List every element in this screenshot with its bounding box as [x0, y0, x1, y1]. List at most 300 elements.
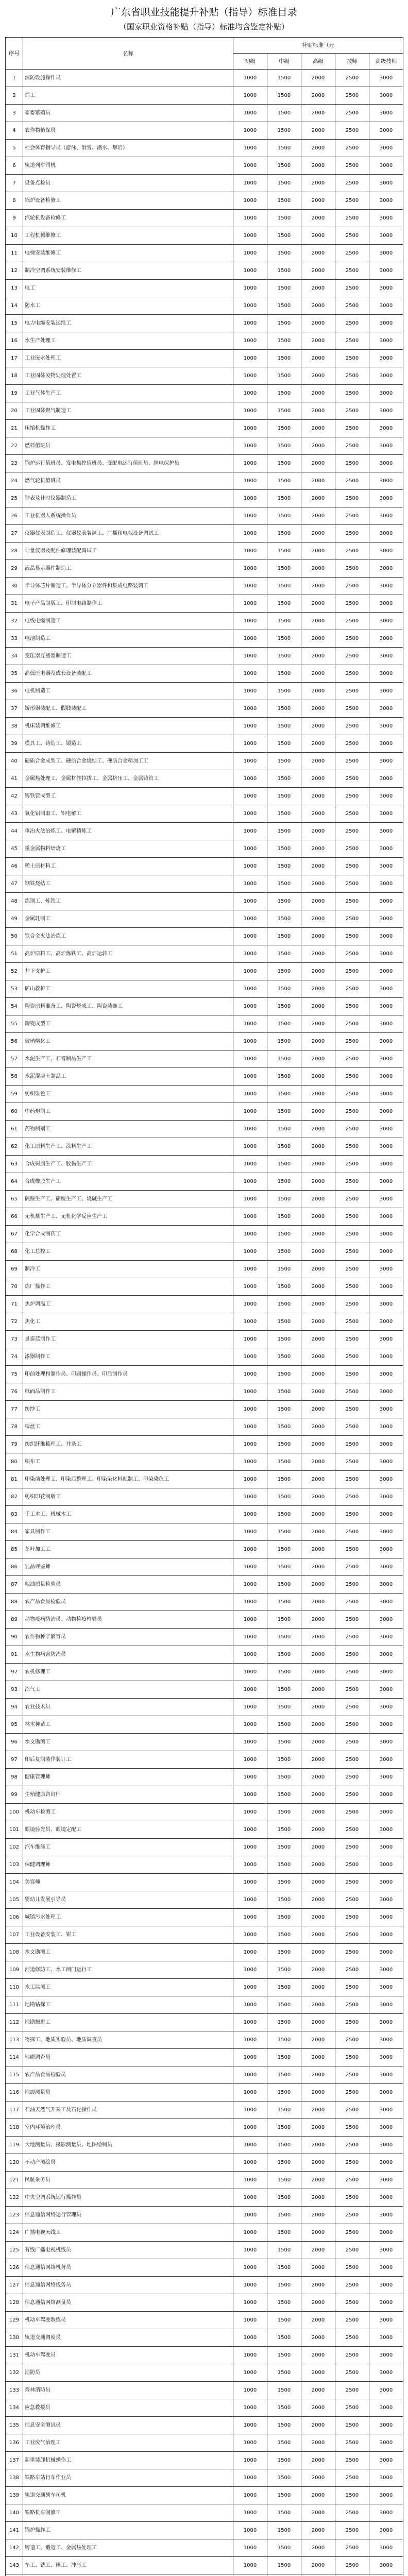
subsidy-senior-technician: 3000 [369, 1804, 403, 1821]
table-row [6, 1926, 403, 1944]
subsidy-senior: 2000 [301, 1594, 335, 1611]
subsidy-senior: 2000 [301, 700, 335, 718]
row-number [6, 2574, 23, 2576]
table-row [6, 1313, 403, 1331]
subsidy-senior-technician: 3000 [369, 1243, 403, 1261]
subsidy-junior: 1000 [233, 805, 267, 823]
subsidy-senior-technician: 3000 [369, 963, 403, 980]
occupation-name: 机动车驾驶教练员 [23, 2312, 233, 2329]
subsidy-intermediate: 1500 [267, 1033, 301, 1050]
row-number: 141 [6, 2522, 23, 2539]
subsidy-technician: 2500 [335, 858, 369, 875]
subsidy-intermediate: 1500 [267, 1629, 301, 1646]
occupation-name: 物探工、地质实验员、地质调查员 [23, 2031, 233, 2049]
table-row [6, 1261, 403, 1278]
subsidy-junior: 1000 [233, 1856, 267, 1874]
row-number: 31 [6, 595, 23, 613]
subsidy-intermediate: 1500 [267, 1418, 301, 1436]
subsidy-junior: 1000 [233, 1821, 267, 1839]
subsidy-intermediate: 1500 [267, 1979, 301, 1996]
subsidy-senior-technician: 3000 [369, 2014, 403, 2031]
occupation-name: 轨道交通列车司机 [23, 2487, 233, 2504]
table-row [6, 507, 403, 525]
subsidy-intermediate: 1500 [267, 385, 301, 402]
occupation-name: 水泥生产工、石膏制品生产工 [23, 1050, 233, 1068]
table-row [6, 770, 403, 788]
subsidy-technician: 2500 [335, 928, 369, 945]
subsidy-junior: 1000 [233, 70, 267, 87]
subsidy-senior: 2000 [301, 683, 335, 700]
subsidy-senior-technician: 3000 [369, 1121, 403, 1138]
subsidy-senior: 2000 [301, 928, 335, 945]
subsidy-intermediate: 1500 [267, 2207, 301, 2224]
subsidy-technician: 2500 [335, 350, 369, 367]
subsidy-senior: 2000 [301, 2066, 335, 2084]
subsidy-senior-technician: 3000 [369, 1699, 403, 1716]
occupation-name: 陶瓷成型工 [23, 1015, 233, 1033]
subsidy-technician: 2500 [335, 385, 369, 402]
subsidy-technician: 2500 [335, 910, 369, 928]
subsidy-senior-technician: 3000 [369, 805, 403, 823]
occupation-name: 水文勘测工 [23, 1944, 233, 1961]
subsidy-intermediate: 1500 [267, 1015, 301, 1033]
subsidy-senior: 2000 [301, 437, 335, 455]
row-number: 7 [6, 175, 23, 192]
subsidy-senior: 2000 [301, 1033, 335, 1050]
subsidy-junior: 1000 [233, 770, 267, 788]
table-row [6, 578, 403, 595]
occupation-name: 健康管理师 [23, 1769, 233, 1786]
header-no: 序号 [6, 38, 23, 70]
subsidy-senior-technician: 3000 [369, 840, 403, 858]
subsidy-senior: 2000 [301, 665, 335, 683]
subsidy-senior: 2000 [301, 1576, 335, 1594]
subsidy-intermediate: 1500 [267, 1103, 301, 1121]
subsidy-junior: 1000 [233, 2487, 267, 2504]
occupation-name: 车工、铣工、刨工、冲压工 [23, 2557, 233, 2574]
subsidy-technician: 2500 [335, 367, 369, 385]
subsidy-senior: 2000 [301, 507, 335, 525]
subsidy-technician: 2500 [335, 1243, 369, 1261]
subsidy-senior-technician: 3000 [369, 648, 403, 665]
subsidy-technician: 2500 [335, 227, 369, 245]
subsidy-senior: 2000 [301, 1856, 335, 1874]
table-row [6, 1436, 403, 1453]
subsidy-technician: 2500 [335, 1646, 369, 1664]
occupation-name: 井下支护工 [23, 963, 233, 980]
subsidy-junior: 1000 [233, 437, 267, 455]
occupation-name: 动物疫病防治员、动物检疫检验员 [23, 1611, 233, 1629]
subsidy-technician: 2500 [335, 595, 369, 613]
table-row [6, 2084, 403, 2102]
subsidy-senior-technician: 3000 [369, 2504, 403, 2522]
subsidy-intermediate: 1500 [267, 1961, 301, 1979]
row-number: 89 [6, 1611, 23, 1629]
row-number: 108 [6, 1944, 23, 1961]
subsidy-senior-technician: 3000 [369, 1103, 403, 1121]
subsidy-senior: 2000 [301, 2312, 335, 2329]
subsidy-senior-technician: 3000 [369, 192, 403, 210]
header-level-senior-technician: 高级技师 [369, 54, 403, 70]
occupation-name: 室内环境治理员 [23, 2119, 233, 2137]
subsidy-junior: 1000 [233, 2189, 267, 2207]
subsidy-junior: 1000 [233, 1506, 267, 1523]
subsidy-senior-technician: 3000 [369, 315, 403, 332]
row-number: 75 [6, 1366, 23, 1383]
subsidy-junior: 1000 [233, 2154, 267, 2172]
row-number: 73 [6, 1331, 23, 1348]
table-row [6, 1471, 403, 1488]
subsidy-junior: 1000 [233, 1366, 267, 1383]
subsidy-senior: 2000 [301, 490, 335, 507]
subsidy-intermediate: 1500 [267, 718, 301, 735]
table-row [6, 105, 403, 122]
subsidy-junior: 1000 [233, 1348, 267, 1366]
subsidy-technician: 2500 [335, 490, 369, 507]
row-number: 83 [6, 1506, 23, 1523]
subsidy-senior: 2000 [301, 1103, 335, 1121]
row-number: 113 [6, 2031, 23, 2049]
table-row [6, 1576, 403, 1594]
subsidy-intermediate: 1500 [267, 1138, 301, 1156]
subsidy-senior: 2000 [301, 140, 335, 157]
row-number: 59 [6, 1086, 23, 1103]
subsidy-senior-technician: 3000 [369, 1156, 403, 1173]
subsidy-senior-technician: 3000 [369, 2522, 403, 2539]
row-number: 110 [6, 1979, 23, 1996]
row-number: 56 [6, 1033, 23, 1050]
subsidy-intermediate: 1500 [267, 2382, 301, 2399]
subsidy-technician: 2500 [335, 718, 369, 735]
subsidy-senior: 2000 [301, 1839, 335, 1856]
subsidy-junior: 1000 [233, 788, 267, 805]
subsidy-technician: 2500 [335, 1068, 369, 1086]
subsidy-junior: 1000 [233, 1891, 267, 1909]
occupation-name: 机动车驾驶员 [23, 2347, 233, 2364]
subsidy-senior: 2000 [301, 280, 335, 297]
row-number: 46 [6, 858, 23, 875]
subsidy-senior-technician: 3000 [369, 262, 403, 280]
subsidy-technician: 2500 [335, 1734, 369, 1751]
subsidy-intermediate: 1500 [267, 1874, 301, 1891]
row-number: 9 [6, 210, 23, 227]
row-number: 71 [6, 1296, 23, 1313]
row-number: 66 [6, 1208, 23, 1226]
subsidy-intermediate: 1500 [267, 2452, 301, 2469]
row-number: 55 [6, 1015, 23, 1033]
subsidy-technician: 2500 [335, 875, 369, 893]
subsidy-junior: 1000 [233, 1278, 267, 1296]
subsidy-intermediate: 1500 [267, 753, 301, 770]
occupation-name: 消防员 [23, 2364, 233, 2382]
table-row [6, 1138, 403, 1156]
subsidy-technician: 2500 [335, 2539, 369, 2557]
subsidy-intermediate: 1500 [267, 1506, 301, 1523]
subsidy-junior: 1000 [233, 1734, 267, 1751]
subsidy-intermediate: 1500 [267, 1699, 301, 1716]
subsidy-junior: 1000 [233, 402, 267, 420]
row-number: 6 [6, 157, 23, 175]
table-row [6, 227, 403, 245]
table-row [6, 1418, 403, 1436]
occupation-name: 纺织染色工 [23, 1086, 233, 1103]
occupation-name: 河道修防工、水工闸门运行工 [23, 1961, 233, 1979]
occupation-name: 起重装卸机械操作工 [23, 2452, 233, 2469]
subsidy-senior: 2000 [301, 1558, 335, 1576]
subsidy-intermediate: 1500 [267, 2417, 301, 2434]
subsidy-intermediate: 1500 [267, 805, 301, 823]
row-number: 14 [6, 297, 23, 315]
subsidy-intermediate: 1500 [267, 1208, 301, 1226]
subsidy-senior-technician: 3000 [369, 2364, 403, 2382]
subsidy-junior: 1000 [233, 1786, 267, 1804]
document-subtitle: （国家职业资格补贴（指导）标准均含鉴定补贴） [118, 22, 289, 31]
subsidy-intermediate: 1500 [267, 1681, 301, 1699]
subsidy-junior: 1000 [233, 350, 267, 367]
row-number: 102 [6, 1839, 23, 1856]
subsidy-junior: 1000 [233, 455, 267, 472]
table-row [6, 1541, 403, 1558]
table-row [6, 648, 403, 665]
subsidy-junior: 1000 [233, 2329, 267, 2347]
header-name: 名称 [23, 38, 233, 70]
subsidy-technician: 2500 [335, 2031, 369, 2049]
subsidy-junior: 1000 [233, 1436, 267, 1453]
table-row [6, 455, 403, 472]
occupation-name: 金属热处理工、金属材丝拉拔工、金属挤压工、金属铸管工 [23, 770, 233, 788]
row-number: 72 [6, 1313, 23, 1331]
subsidy-technician: 2500 [335, 2066, 369, 2084]
subsidy-technician: 2500 [335, 2207, 369, 2224]
row-number: 103 [6, 1856, 23, 1874]
subsidy-junior: 1000 [233, 315, 267, 332]
subsidy-technician: 2500 [335, 2172, 369, 2189]
subsidy-technician: 2500 [335, 578, 369, 595]
row-number: 1 [6, 70, 23, 87]
subsidy-technician: 2500 [335, 1839, 369, 1856]
subsidy-intermediate: 1500 [267, 1891, 301, 1909]
subsidy-junior: 1000 [233, 893, 267, 910]
row-number: 136 [6, 2434, 23, 2452]
table-row [6, 2417, 403, 2434]
subsidy-junior: 1000 [233, 1121, 267, 1138]
subsidy-intermediate: 1500 [267, 245, 301, 262]
subsidy-intermediate: 1500 [267, 455, 301, 472]
subsidy-junior: 1000 [233, 543, 267, 560]
occupation-name: 石油天然气开采工及石化操作员 [23, 2102, 233, 2119]
row-number: 11 [6, 245, 23, 262]
table-row [6, 1611, 403, 1629]
occupation-name: 焊工 [23, 87, 233, 105]
subsidy-intermediate: 1500 [267, 595, 301, 613]
subsidy-senior: 2000 [301, 455, 335, 472]
subsidy-technician: 2500 [335, 122, 369, 140]
row-number: 116 [6, 2084, 23, 2102]
subsidy-intermediate: 1500 [267, 560, 301, 578]
subsidy-senior: 2000 [301, 1646, 335, 1664]
subsidy-senior: 2000 [301, 840, 335, 858]
subsidy-technician: 2500 [335, 2329, 369, 2347]
subsidy-senior: 2000 [301, 823, 335, 840]
occupation-name: 设备点检员 [23, 175, 233, 192]
subsidy-junior: 1000 [233, 1015, 267, 1033]
subsidy-technician: 2500 [335, 2417, 369, 2434]
occupation-name: 铁合金火法冶炼工 [23, 928, 233, 945]
row-number: 60 [6, 1103, 23, 1121]
table-row [6, 1804, 403, 1821]
table-row [6, 1629, 403, 1646]
occupation-name: 农产品食品检验员 [23, 2066, 233, 2084]
subsidy-intermediate: 1500 [267, 2242, 301, 2259]
row-number: 28 [6, 543, 23, 560]
occupation-name: 重冶火法冶炼工、电解精炼工 [23, 823, 233, 840]
subsidy-technician [335, 2574, 369, 2576]
subsidy-junior: 1000 [233, 2522, 267, 2539]
subsidy-senior-technician: 3000 [369, 1383, 403, 1401]
subsidy-senior: 2000 [301, 1909, 335, 1926]
subsidy-senior-technician: 3000 [369, 2539, 403, 2557]
occupation-name: 液晶显示器件制造工 [23, 560, 233, 578]
occupation-name: 森林消防员 [23, 2382, 233, 2399]
subsidy-technician: 2500 [335, 613, 369, 630]
occupation-name: 燃料值班员 [23, 437, 233, 455]
subsidy-technician: 2500 [335, 525, 369, 543]
subsidy-technician: 2500 [335, 1103, 369, 1121]
subsidy-technician: 2500 [335, 1050, 369, 1068]
occupation-name: 钢铁烧结工 [23, 875, 233, 893]
subsidy-senior-technician: 3000 [369, 1138, 403, 1156]
subsidy-senior: 2000 [301, 1313, 335, 1331]
row-number: 96 [6, 1734, 23, 1751]
occupation-name: 印前处理和制作员、印刷操作员、印后制作员 [23, 1366, 233, 1383]
subsidy-junior: 1000 [233, 1138, 267, 1156]
subsidy-senior: 2000 [301, 87, 335, 105]
subsidy-senior-technician: 3000 [369, 2084, 403, 2102]
subsidy-junior: 1000 [233, 1296, 267, 1313]
occupation-name: 纸面品制作工 [23, 1383, 233, 1401]
subsidy-intermediate: 1500 [267, 945, 301, 963]
subsidy-senior-technician: 3000 [369, 2382, 403, 2399]
subsidy-intermediate: 1500 [267, 157, 301, 175]
subsidy-senior-technician: 3000 [369, 1313, 403, 1331]
row-number: 20 [6, 402, 23, 420]
table-row [6, 332, 403, 350]
subsidy-senior-technician: 3000 [369, 2312, 403, 2329]
subsidy-intermediate: 1500 [267, 2066, 301, 2084]
subsidy-technician: 2500 [335, 1296, 369, 1313]
row-number: 54 [6, 998, 23, 1015]
subsidy-senior-technician: 3000 [369, 2452, 403, 2469]
table-row [6, 472, 403, 490]
row-number: 10 [6, 227, 23, 245]
subsidy-junior: 1000 [233, 1909, 267, 1926]
row-number: 137 [6, 2452, 23, 2469]
row-number: 22 [6, 437, 23, 455]
subsidy-senior-technician [369, 2574, 403, 2576]
subsidy-junior: 1000 [233, 2207, 267, 2224]
subsidy-senior-technician: 3000 [369, 788, 403, 805]
occupation-name: 信息安全测试员 [23, 2417, 233, 2434]
row-number: 69 [6, 1261, 23, 1278]
subsidy-senior-technician: 3000 [369, 2259, 403, 2277]
subsidy-junior: 1000 [233, 157, 267, 175]
subsidy-junior [233, 2574, 267, 2576]
table-row [6, 630, 403, 648]
subsidy-senior-technician: 3000 [369, 2294, 403, 2312]
subsidy-junior: 1000 [233, 140, 267, 157]
subsidy-senior-technician: 3000 [369, 1050, 403, 1068]
subsidy-technician: 2500 [335, 1523, 369, 1541]
subsidy-technician: 2500 [335, 2469, 369, 2487]
subsidy-technician: 2500 [335, 140, 369, 157]
table-row [6, 2539, 403, 2557]
subsidy-junior: 1000 [233, 245, 267, 262]
occupation-name: 生殖健康咨询师 [23, 1786, 233, 1804]
subsidy-senior-technician: 3000 [369, 893, 403, 910]
subsidy-senior-technician: 3000 [369, 367, 403, 385]
subsidy-senior-technician: 3000 [369, 1471, 403, 1488]
subsidy-intermediate: 1500 [267, 1751, 301, 1769]
row-number: 50 [6, 928, 23, 945]
subsidy-senior-technician: 3000 [369, 665, 403, 683]
subsidy-senior: 2000 [301, 998, 335, 1015]
subsidy-technician: 2500 [335, 437, 369, 455]
row-number: 91 [6, 1646, 23, 1664]
subsidy-senior-technician: 3000 [369, 700, 403, 718]
subsidy-intermediate: 1500 [267, 105, 301, 122]
subsidy-junior: 1000 [233, 2434, 267, 2452]
subsidy-senior: 2000 [301, 718, 335, 735]
subsidy-intermediate: 1500 [267, 2014, 301, 2031]
row-number: 106 [6, 1909, 23, 1926]
table-row [6, 2469, 403, 2487]
subsidy-junior: 1000 [233, 2119, 267, 2137]
subsidy-senior: 2000 [301, 70, 335, 87]
row-number: 38 [6, 718, 23, 735]
row-number: 18 [6, 367, 23, 385]
subsidy-intermediate: 1500 [267, 1261, 301, 1278]
occupation-name: 印染前处理工、印染后整理工、印染染化料配制工、印染染色工 [23, 1471, 233, 1488]
occupation-name: 工业固体燃气制造工 [23, 402, 233, 420]
subsidy-intermediate: 1500 [267, 1156, 301, 1173]
subsidy-senior: 2000 [301, 1716, 335, 1734]
occupation-name: 硫酸生产工、硝酸生产工、烧碱生产工 [23, 1191, 233, 1208]
subsidy-intermediate: 1500 [267, 700, 301, 718]
row-number: 30 [6, 578, 23, 595]
row-number: 49 [6, 910, 23, 928]
row-number: 139 [6, 2487, 23, 2504]
table-row [6, 2102, 403, 2119]
subsidy-junior: 1000 [233, 753, 267, 770]
row-number: 122 [6, 2189, 23, 2207]
occupation-name: 粮油质量检验员 [23, 1576, 233, 1594]
subsidy-senior: 2000 [301, 1891, 335, 1909]
subsidy-junior: 1000 [233, 980, 267, 998]
subsidy-junior: 1000 [233, 1086, 267, 1103]
table-row [6, 2224, 403, 2242]
row-number: 94 [6, 1699, 23, 1716]
subsidy-senior: 2000 [301, 1015, 335, 1033]
subsidy-intermediate: 1500 [267, 1383, 301, 1401]
subsidy-technician: 2500 [335, 788, 369, 805]
table-row [6, 1488, 403, 1506]
subsidy-senior: 2000 [301, 1506, 335, 1523]
subsidy-senior-technician: 3000 [369, 2434, 403, 2452]
occupation-name: 化工原料生产工、涂料生产工 [23, 1138, 233, 1156]
subsidy-intermediate: 1500 [267, 893, 301, 910]
subsidy-senior-technician: 3000 [369, 1944, 403, 1961]
occupation-name: 茶叶加工工 [23, 1541, 233, 1558]
